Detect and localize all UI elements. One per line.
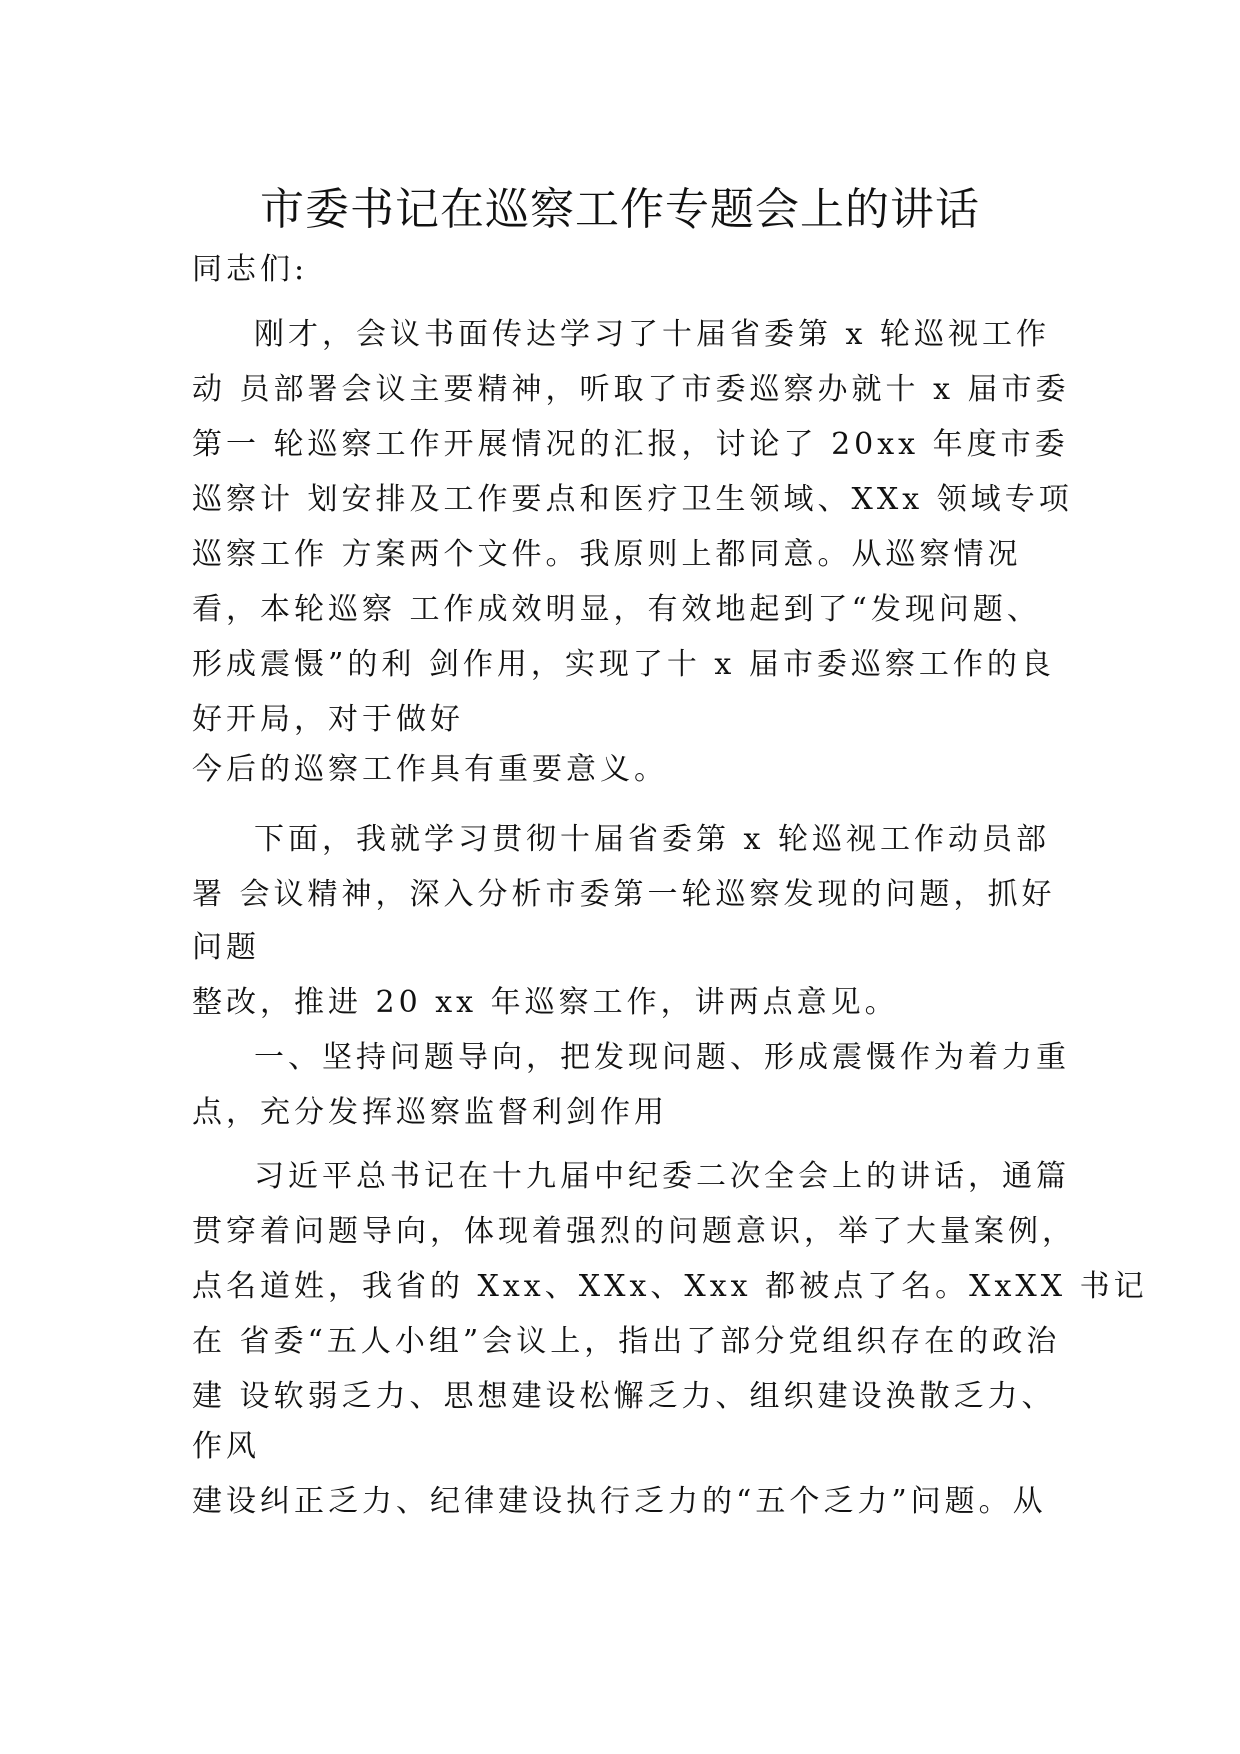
section-heading-line: 点，充分发挥巡察监督利剑作用 bbox=[192, 1095, 668, 1130]
paragraph-line: 在 省委“五人小组”会议上，指出了部分党组织存在的政治 bbox=[192, 1324, 1061, 1359]
salutation: 同志们: bbox=[192, 252, 309, 287]
paragraph-line: 习近平总书记在十九届中纪委二次全会上的讲话，通篇 bbox=[254, 1159, 1070, 1194]
paragraph-line: 建 设软弱乏力、思想建设松懈乏力、组织建设涣散乏力、 bbox=[192, 1379, 1056, 1414]
document-title: 市委书记在巡察工作专题会上的讲话 bbox=[260, 184, 980, 235]
paragraph-line: 建设纠正乏力、纪律建设执行乏力的“五个乏力”问题。从 bbox=[192, 1484, 1047, 1519]
paragraph-line: 点名道姓，我省的 Xxx、XXx、Xxx 都被点了名。XxXX 书记 bbox=[192, 1269, 1148, 1304]
paragraph-line: 刚才，会议书面传达学习了十届省委第 x 轮巡视工作 bbox=[254, 317, 1050, 352]
section-heading-line: 一、坚持问题导向，把发现问题、形成震慑作为着力重 bbox=[254, 1040, 1070, 1075]
paragraph-line: 署 会议精神，深入分析市委第一轮巡察发现的问题，抓好 bbox=[192, 877, 1056, 912]
paragraph-line: 整改，推进 20 xx 年巡察工作，讲两点意见。 bbox=[192, 985, 899, 1020]
paragraph-line: 下面，我就学习贯彻十届省委第 x 轮巡视工作动员部 bbox=[254, 822, 1050, 857]
paragraph-line: 问题 bbox=[192, 930, 260, 965]
paragraph-line: 作风 bbox=[192, 1429, 260, 1464]
paragraph-line: 好开局，对于做好 bbox=[192, 702, 464, 737]
paragraph-line: 形成震慑”的利 剑作用，实现了十 x 届市委巡察工作的良 bbox=[192, 647, 1055, 682]
paragraph-line: 动 员部署会议主要精神，听取了市委巡察办就十 x 届市委 bbox=[192, 372, 1070, 407]
paragraph-line: 今后的巡察工作具有重要意义。 bbox=[192, 752, 668, 787]
paragraph-line: 第一 轮巡察工作开展情况的汇报，讨论了 20xx 年度市委 bbox=[192, 427, 1069, 462]
paragraph-line: 贯穿着问题导向，体现着强烈的问题意识，举了大量案例， bbox=[192, 1214, 1076, 1249]
paragraph-line: 巡察计 划安排及工作要点和医疗卫生领域、XXx 领域专项 bbox=[192, 482, 1073, 517]
paragraph-line: 巡察工作 方案两个文件。我原则上都同意。从巡察情况 bbox=[192, 537, 1022, 572]
paragraph-line: 看，本轮巡察 工作成效明显，有效地起到了“发现问题、 bbox=[192, 592, 1041, 627]
